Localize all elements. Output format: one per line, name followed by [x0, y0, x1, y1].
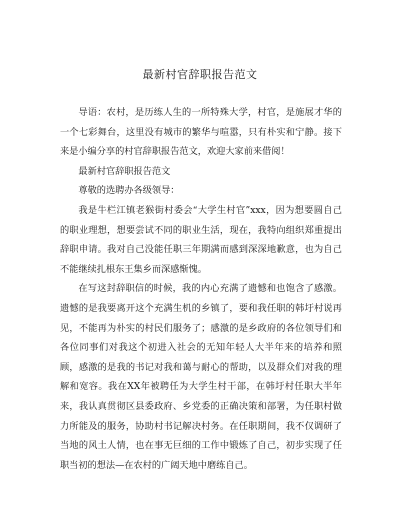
- intro-paragraph: 导语：农村，是历练人生的一所特殊大学，村官，是施展才华的一个七彩舞台，这里没有城市的繁华与喧嚣，只有朴实和宁静。接下来是小编分享的村官辞职报告范文，欢迎大家前来借阅！: [60, 107, 342, 158]
- body-paragraph-2: 在写这封辞职信的时候，我的内心充满了遗憾和也饱含了感激。遗憾的是我要离开这个充满生机的乡镇了，要和我任职的韩圩村说再见，不能再为朴实的村民们服务了；感激的是乡政府的各位领导们和各位同事们对我这个初进入社会的无知年轻人大半年来的培养和照顾，感激的是我的书记对我和蔼与耐心的帮助，以及群众们对我的理解和宽容。我在XX年被聘任为大学生村干部，在韩圩村任职大半年来，我认真贯彻区县委政府、乡党委的正确决策和部署，为任职村做力所能及的服务，协助村书记解决村务。在任职期间，我不仅调研了当地的风土人情，也在事无巨细的工作中锻炼了自己，初步实现了任职当初的想法—在农村的广阔天地中磨练自己。: [60, 283, 342, 471]
- salutation: 尊敬的选聘办各级领导：: [78, 185, 180, 197]
- document-body: [60, 103, 342, 475]
- section-heading: 最新村官辞职报告范文: [78, 165, 171, 177]
- document-title: 最新村官辞职报告范文: [142, 68, 258, 81]
- body-paragraph-1: 我是牛栏江镇老猴街村委会“大学生村官”xxx，因为想要圆自己的职业理想，想要尝试不同的职业生活，现在，我特向组织郑重提出辞职申请。我对自己没能任职三年期满而感到深深地歉意，也为自己不能继续扎根东王集乡而深感惭愧。: [60, 204, 342, 275]
